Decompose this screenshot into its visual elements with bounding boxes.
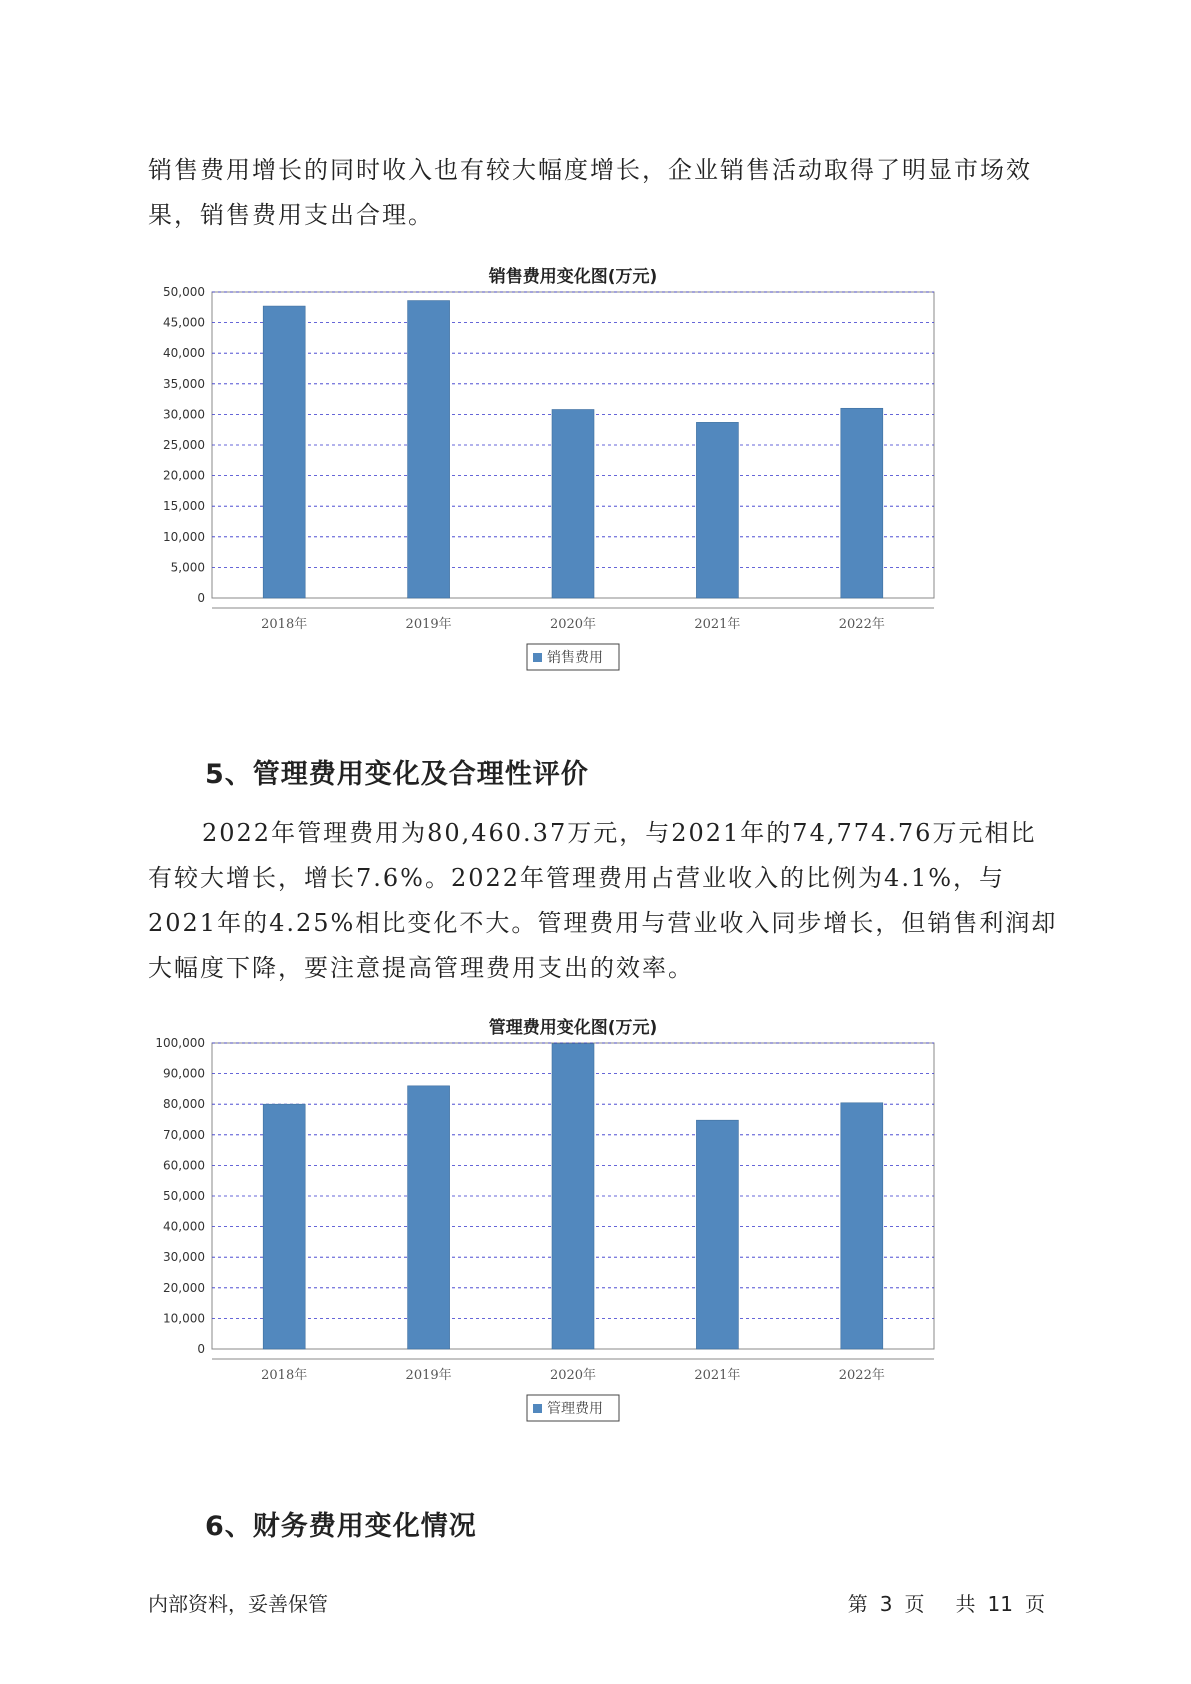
x-tick-label: 2021年 — [694, 617, 741, 632]
y-tick-label: 35,000 — [163, 376, 205, 391]
legend-swatch — [533, 653, 542, 662]
page-prefix: 第 — [847, 1592, 868, 1616]
x-tick-label: 2019年 — [405, 1368, 452, 1383]
section5-heading: 5、管理费用变化及合理性评价 — [205, 759, 589, 790]
bar-2020年 — [552, 410, 594, 598]
x-tick-label: 2019年 — [405, 617, 452, 632]
y-tick-label: 90,000 — [163, 1066, 205, 1081]
y-tick-label: 80,000 — [163, 1097, 205, 1112]
x-tick-label: 2020年 — [549, 617, 597, 632]
total-prefix: 共 — [955, 1592, 976, 1616]
bar-2021年 — [696, 1120, 738, 1349]
page-number: 3 — [879, 1592, 893, 1616]
legend-swatch — [533, 1404, 542, 1413]
y-tick-label: 10,000 — [163, 1311, 205, 1326]
y-tick-label: 70,000 — [163, 1127, 205, 1142]
bar-2020年 — [552, 1044, 594, 1349]
page-unit: 页 — [904, 1592, 925, 1616]
footer-page-info — [842, 1588, 1051, 1617]
y-tick-label: 45,000 — [163, 315, 205, 330]
section6-heading: 6、财务费用变化情况 — [205, 1511, 477, 1542]
y-tick-label: 20,000 — [163, 468, 205, 483]
x-tick-label: 2018年 — [261, 617, 308, 632]
x-tick-label: 2018年 — [261, 1368, 308, 1383]
y-tick-label: 25,000 — [163, 438, 205, 452]
bar-2019年 — [408, 301, 450, 598]
total-unit: 页 — [1025, 1592, 1045, 1616]
y-tick-label: 30,000 — [163, 407, 205, 422]
y-tick-label: 60,000 — [163, 1158, 205, 1173]
sales-expense-chart-svg — [150, 262, 1030, 722]
y-tick-label: 10,000 — [163, 529, 205, 544]
x-tick-label: 2021年 — [694, 1368, 741, 1383]
y-tick-label: 30,000 — [163, 1250, 205, 1265]
bar-2019年 — [408, 1086, 450, 1349]
y-tick-label: 5,000 — [170, 560, 205, 575]
legend-label: 销售费用 — [547, 650, 603, 666]
admin-expense-chart-svg — [150, 1013, 1030, 1473]
section5-paragraph: 2022年管理费用为80,460.37万元，与2021年的74,774.76万元相比有较大增长，增长7.6%。2022年管理费用占营业收入的比例为4.1%，与2021年的4.25%相比变化不大。管理费用与营业收入同步增长，但销售利润却大幅度下降，要注意提高管理费用支出的效率。 — [148, 819, 1058, 982]
bar-2018年 — [263, 306, 305, 598]
bar-2021年 — [696, 422, 738, 598]
admin-expense-chart — [150, 1013, 1030, 1473]
total-pages: 11 — [987, 1592, 1013, 1616]
y-tick-label: 0 — [197, 1342, 205, 1356]
x-tick-label: 2020年 — [549, 1368, 597, 1383]
x-tick-label: 2022年 — [838, 1368, 885, 1383]
footer-confidential-note: 内部资料，妥善保管 — [148, 1592, 328, 1616]
y-tick-label: 15,000 — [163, 499, 205, 514]
chart-title: 销售费用变化图(万元) — [488, 267, 658, 287]
y-tick-label: 50,000 — [163, 1189, 205, 1203]
legend-label: 管理费用 — [547, 1401, 603, 1417]
y-tick-label: 0 — [197, 591, 205, 605]
bar-2022年 — [841, 1103, 883, 1349]
chart-legend — [527, 1395, 619, 1421]
x-tick-label: 2022年 — [838, 617, 885, 632]
intro-paragraph: 销售费用增长的同时收入也有较大幅度增长，企业销售活动取得了明显市场效果，销售费用支出合理。 — [148, 156, 1032, 229]
chart-legend — [527, 644, 619, 670]
sales-expense-chart — [150, 262, 1030, 722]
y-tick-label: 100,000 — [155, 1036, 205, 1050]
y-tick-label: 20,000 — [163, 1280, 205, 1295]
y-tick-label: 40,000 — [163, 346, 205, 361]
chart-title: 管理费用变化图(万元) — [488, 1018, 658, 1038]
bar-2018年 — [263, 1104, 305, 1349]
y-tick-label: 50,000 — [163, 285, 205, 299]
bar-2022年 — [841, 408, 883, 598]
y-tick-label: 40,000 — [163, 1219, 205, 1234]
